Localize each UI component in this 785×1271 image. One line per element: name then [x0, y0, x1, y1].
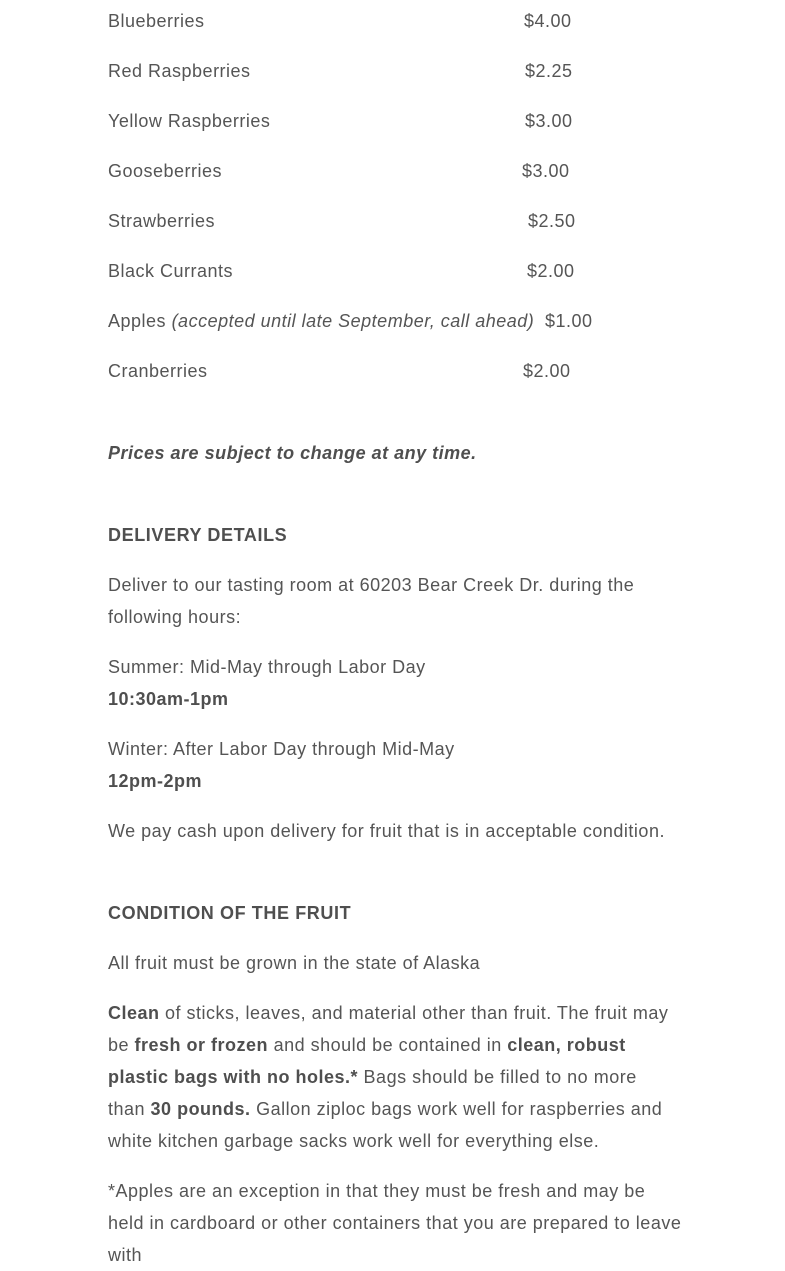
pounds-emphasis: 30 pounds.	[150, 1099, 251, 1119]
fruit-name: Blueberries	[108, 11, 205, 31]
delivery-heading: DELIVERY DETAILS	[108, 525, 288, 545]
bags-emphasis: clean, robust plastic bags with no holes.*	[108, 1035, 626, 1087]
fruit-name: Black Currants	[108, 261, 234, 281]
apples-note: (accepted until late September, call ahead)	[171, 311, 535, 331]
fruit-price: $3.00	[522, 161, 570, 181]
condition-heading: CONDITION OF THE FRUIT	[108, 903, 352, 923]
fruit-name: Strawberries	[108, 211, 216, 231]
payment-text: We pay cash upon delivery for fruit that is in acceptable condition.	[108, 821, 665, 841]
fruit-price: $2.00	[527, 261, 575, 281]
fruit-price: $2.25	[525, 61, 573, 81]
fruit-name: Yellow Raspberries	[108, 111, 271, 131]
fruit-name: Gooseberries	[108, 161, 223, 181]
fruit-price: $4.00	[524, 11, 572, 31]
fruit-name: Red Raspberries	[108, 61, 251, 81]
summer-hours: 10:30am-1pm	[108, 689, 229, 709]
condition-text-4: Gallon ziploc bags work well for raspberries and white kitchen garbage sacks work well for everything else.	[108, 1099, 663, 1151]
fresh-emphasis: fresh or frozen	[134, 1035, 269, 1055]
condition-text-3: Bags should be filled to no more than	[108, 1067, 637, 1119]
apples-name: Apples	[108, 311, 167, 331]
apples-exception-note: *Apples are an exception in that they must be fresh and may be held in cardboard or other containers that you are prepared to leave with	[108, 1181, 682, 1265]
winter-label: Winter: After Labor Day through Mid-May	[108, 739, 455, 759]
summer-label: Summer: Mid-May through Labor Day	[108, 657, 426, 677]
fruit-price: $1.00	[545, 311, 593, 331]
fruit-price: $2.50	[528, 211, 576, 231]
price-disclaimer: Prices are subject to change at any time.	[108, 443, 477, 463]
fruit-price: $3.00	[525, 111, 573, 131]
summer-hours-block	[108, 651, 683, 715]
fruit-price: $2.00	[523, 361, 571, 381]
clean-emphasis: Clean	[108, 1003, 160, 1023]
delivery-intro: Deliver to our tasting room at 60203 Bear Creek Dr. during the following hours:	[108, 575, 635, 627]
fruit-name	[108, 305, 534, 337]
condition-text-1: of sticks, leaves, and material other than fruit. The fruit may be	[108, 1003, 669, 1055]
fruit-name: Cranberries	[108, 361, 208, 381]
winter-hours-block	[108, 733, 683, 797]
condition-text-2: and should be contained in	[268, 1035, 508, 1055]
condition-paragraph	[108, 997, 678, 1157]
winter-hours: 12pm-2pm	[108, 771, 203, 791]
alaska-text: All fruit must be grown in the state of Alaska	[108, 953, 481, 973]
